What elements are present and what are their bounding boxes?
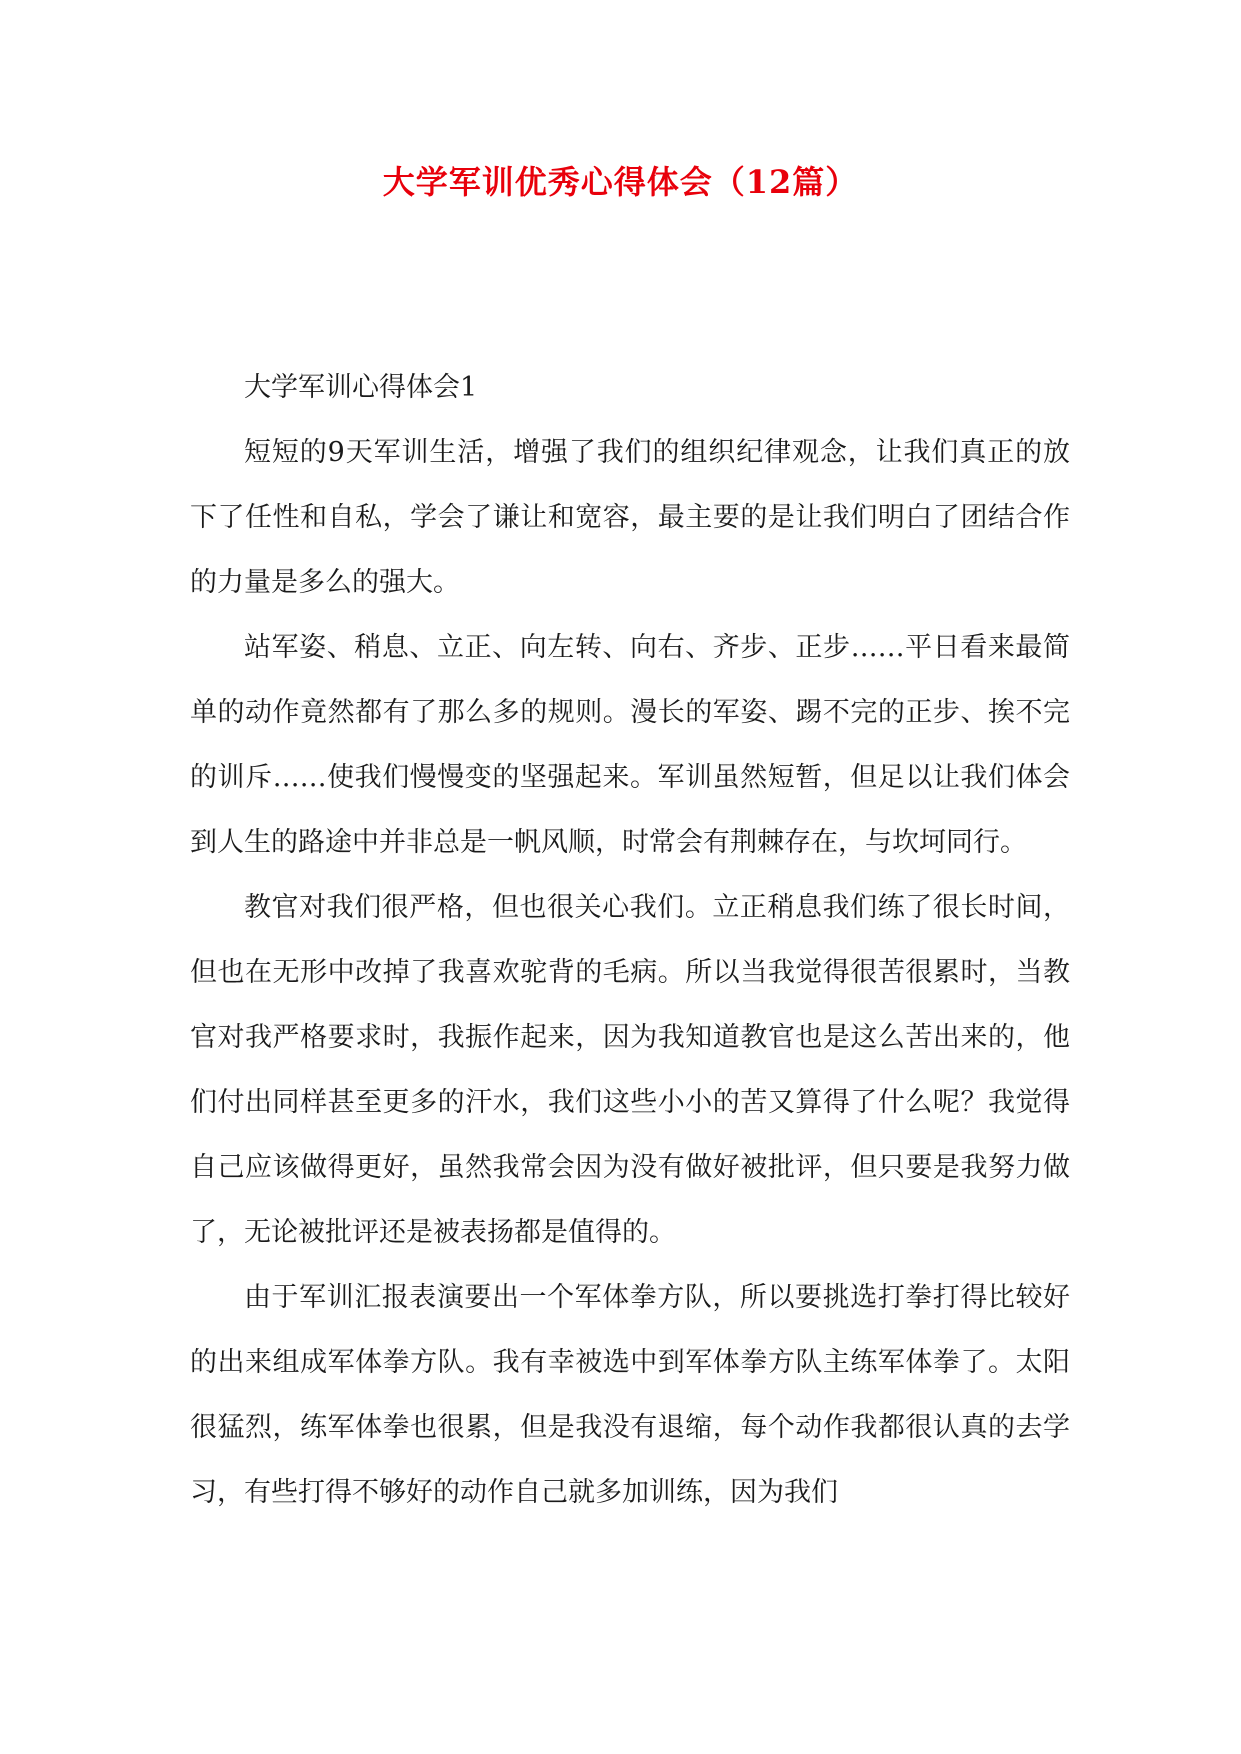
document-title: 大学军训优秀心得体会（12篇）	[382, 163, 859, 201]
section-heading: 大学军训心得体会1	[244, 372, 478, 403]
paragraph-1: 短短的9天军训生活，增强了我们的组织纪律观念，让我们真正的放下了任性和自私，学会了谦让和宽容，最主要的是让我们明白了团结合作的力量是多么的强大。	[190, 437, 1070, 598]
document-body	[190, 355, 1070, 1525]
paragraph-4: 由于军训汇报表演要出一个军体拳方队，所以要挑选打拳打得比较好的出来组成军体拳方队。我有幸被选中到军体拳方队主练军体拳了。太阳很猛烈，练军体拳也很累，但是我没有退缩，每个动作我都很认真的去学习，有些打得不够好的动作自己就多加训练，因为我们	[190, 1282, 1070, 1508]
paragraph-2: 站军姿、稍息、立正、向左转、向右、齐步、正步……平日看来最简单的动作竟然都有了那么多的规则。漫长的军姿、踢不完的正步、挨不完的训斥……使我们慢慢变的坚强起来。军训虽然短暂，但足以让我们体会到人生的路途中并非总是一帆风顺，时常会有荆棘存在，与坎坷同行。	[190, 632, 1070, 858]
paragraph-3: 教官对我们很严格，但也很关心我们。立正稍息我们练了很长时间，但也在无形中改掉了我喜欢驼背的毛病。所以当我觉得很苦很累时，当教官对我严格要求时，我振作起来，因为我知道教官也是这么苦出来的，他们付出同样甚至更多的汗水，我们这些小小的苦又算得了什么呢？我觉得自己应该做得更好，虽然我常会因为没有做好被批评，但只要是我努力做了，无论被批评还是被表扬都是值得的。	[190, 892, 1070, 1248]
